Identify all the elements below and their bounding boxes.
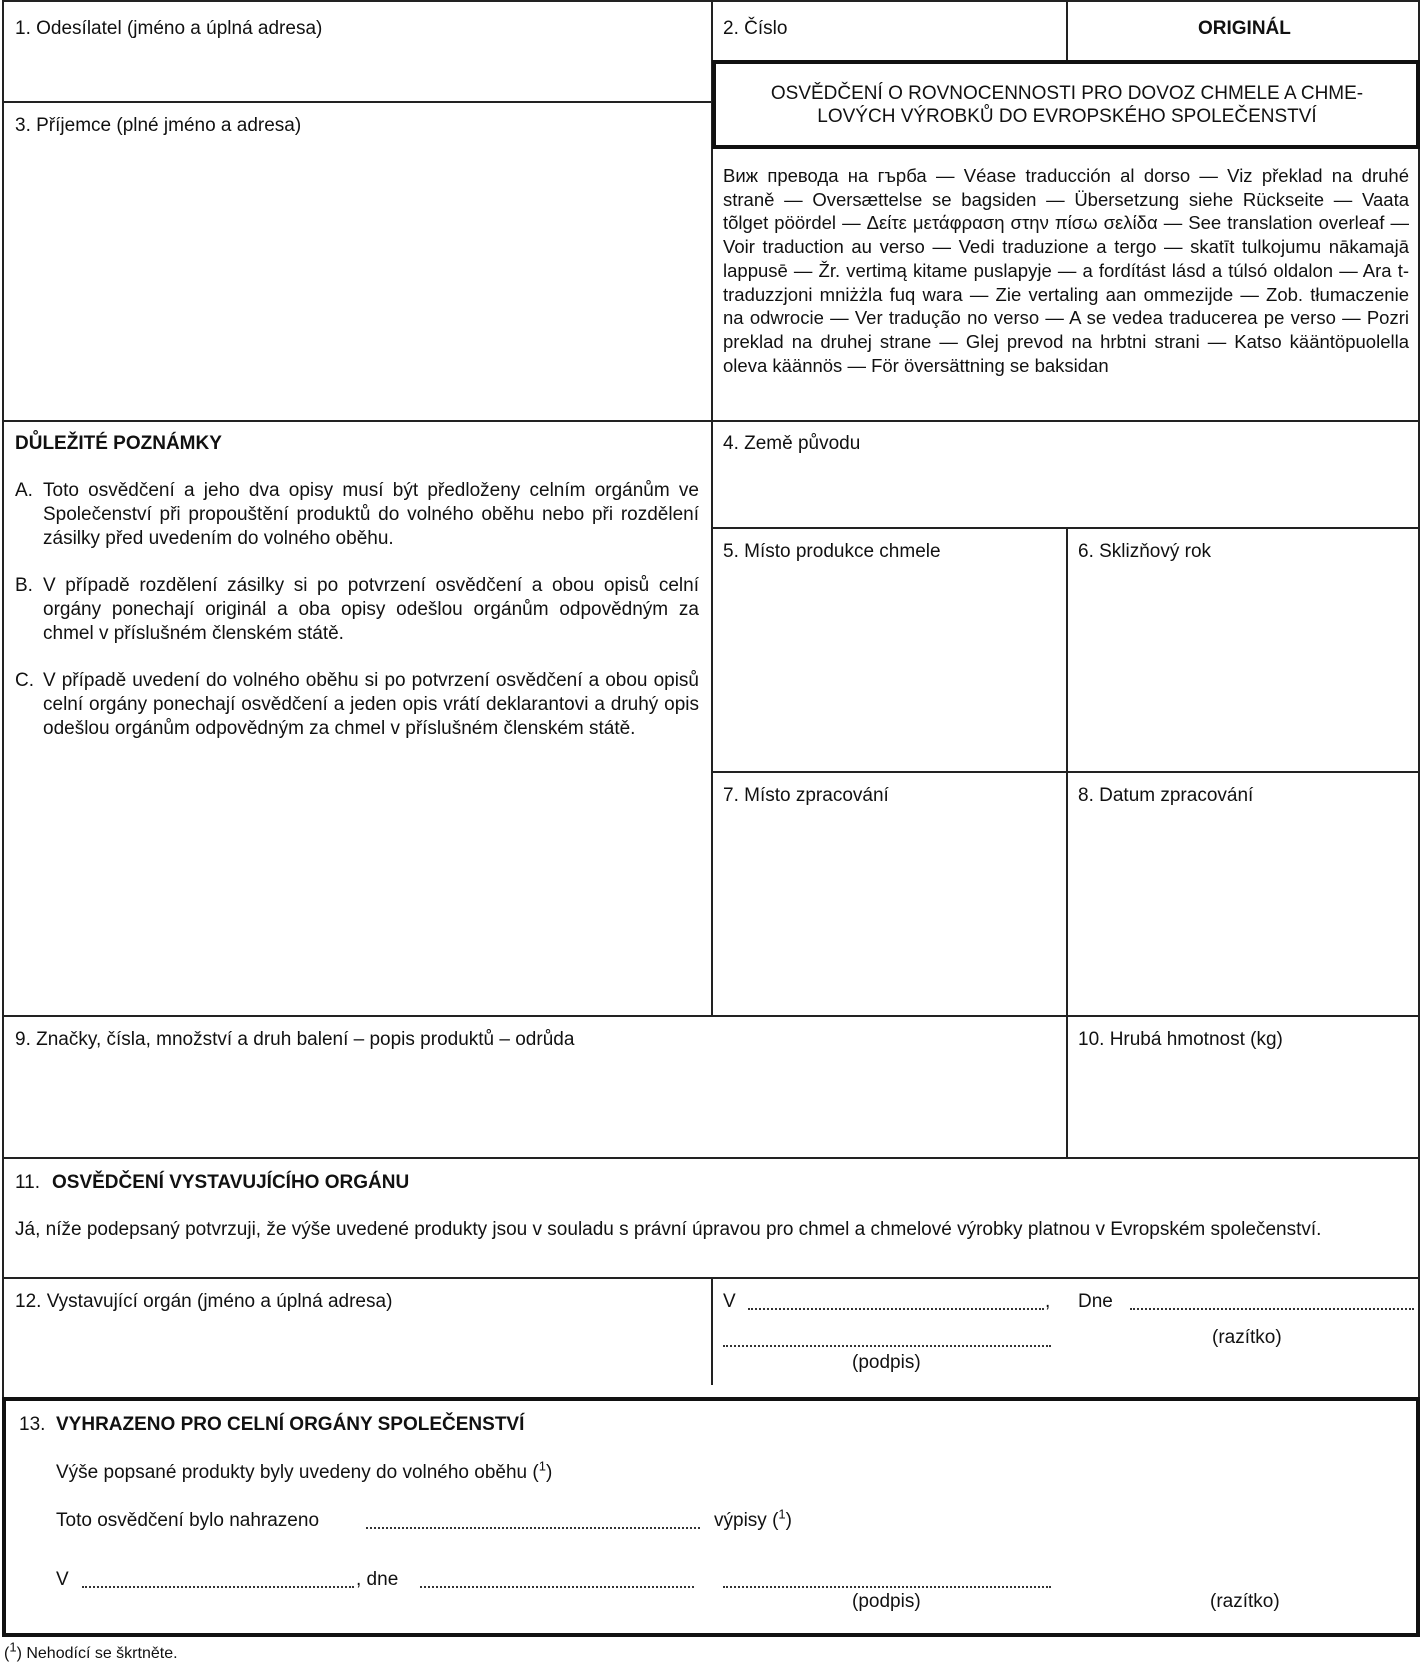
box13-signature-label: (podpis) — [852, 1591, 921, 1612]
place-suffix: , — [1045, 1291, 1051, 1312]
box6-label: 6. Sklizňový rok — [1078, 541, 1212, 562]
certificate-title-line1: OSVĚDČENÍ O ROVNOCENNOSTI PRO DOVOZ CHMELE A CHME- — [770, 83, 1364, 104]
box3-label: 3. Příjemce (plné jméno a adresa) — [15, 115, 302, 136]
footnote — [4, 1639, 178, 1666]
note-letter: C. — [15, 670, 34, 691]
divider — [1066, 1015, 1068, 1159]
box12-label: 12. Vystavující orgán (jméno a úplná adresa) — [15, 1291, 393, 1312]
box13-line2-prefix: Toto osvědčení bylo nahrazeno — [56, 1510, 320, 1531]
box11-text: Já, níže podepsaný potvrzuji, že výše uvedené produkty jsou v souladu s právní úpravou pro chmel a chmelové výrobky platnou v Evropském společenství. — [15, 1219, 1322, 1240]
box9-label: 9. Značky, čísla, množství a druh balení – popis produktů – odrůda — [15, 1029, 575, 1050]
box13-line1 — [56, 1458, 553, 1485]
note-c — [15, 669, 699, 741]
footnote-number: 1 — [9, 1639, 17, 1655]
stamp-label: (razítko) — [1212, 1327, 1282, 1348]
signature-field[interactable] — [723, 1345, 1051, 1347]
replacement-field[interactable] — [366, 1527, 700, 1529]
note-text: V případě uvedení do volného oběhu si po potvrzení osvědčení a obou opisů celní orgány ponechají osvědčení a jeden opis vrátí deklarantovi a druhý opis odešlou orgánům odpovědným za chmel v příslušném členském státě. — [43, 670, 699, 739]
box13-line2-suffix: výpisy ( — [714, 1510, 779, 1531]
box13-signature-field[interactable] — [723, 1586, 1051, 1588]
box13-number: 13. — [19, 1414, 46, 1435]
box13-date-field[interactable] — [420, 1586, 694, 1588]
divider — [1066, 0, 1068, 62]
box1-label: 1. Odesílatel (jméno a úplná adresa) — [15, 18, 323, 39]
box7-label: 7. Místo zpracování — [723, 785, 889, 806]
footnote-ref-wrap: ($^1$) — [4, 1639, 22, 1662]
divider — [2, 420, 1420, 422]
box13-date-prefix: , dne — [356, 1569, 399, 1590]
box11-heading: OSVĚDČENÍ VYSTAVUJÍCÍHO ORGÁNU — [52, 1172, 410, 1193]
note-b — [15, 574, 699, 646]
box13-line1-end: ) — [545, 1462, 553, 1483]
note-letter: A. — [15, 480, 33, 501]
box5-label: 5. Místo produkce chmele — [723, 541, 941, 562]
date-prefix: Dne — [1078, 1291, 1113, 1312]
box8-label: 8. Datum zpracování — [1078, 785, 1254, 806]
place-field[interactable] — [748, 1308, 1044, 1310]
box13-place-field[interactable] — [82, 1586, 354, 1588]
translation-note: Виж превода на гърба — Véase traducción al dorso — Viz překlad na druhé straně — Oversættelse se bagsiden — Übersetzung siehe Rückseite — Vaata tõlget pöördel — Δείτε μετάφραση στην πίσω σελίδα — See translation overleaf — Voir traduction au verso — Vedi traduzione a tergo — skatīt tulkojumu nākamajā lappusē — Žr. vertimą kitame puslapyje — a fordítást lásd a túlsó oldalon — Ara t-traduzzjoni mniżżla fuq wara — Zie vertaling aan ommezijde — Zob. tłumaczenie na odwrocie — Ver tradução no verso — A se vedea traducerea pe verso — Pozri preklad na druhej strane — Glej prevod na hrbtni strani — Katso kääntöpuolella oleva käännös — För översättning se baksidan — [723, 165, 1409, 376]
notes-heading: DŮLEŽITÉ POZNÁMKY — [15, 433, 222, 454]
box4-label: 4. Země původu — [723, 433, 861, 454]
note-text: Toto osvědčení a jeho dva opisy musí být předloženy celním orgánům ve Společenství při propouštění produktů do volného oběhu nebo při rozdělení zásilky před uvedením do volného oběhu. — [43, 480, 699, 549]
note-letter: B. — [15, 575, 33, 596]
divider — [711, 1277, 713, 1385]
box2-label: 2. Číslo — [723, 18, 788, 39]
divider — [2, 101, 713, 103]
box11-number: 11. — [15, 1172, 41, 1193]
certificate-title-line2: LOVÝCH VÝROBKŮ DO EVROPSKÉHO SPOLEČENSTVÍ — [817, 106, 1317, 127]
box13-line2-end: ) — [785, 1510, 792, 1531]
divider — [2, 1157, 1420, 1159]
signature-label: (podpis) — [852, 1352, 921, 1373]
box10-label: 10. Hrubá hmotnost (kg) — [1078, 1029, 1283, 1050]
divider — [711, 771, 1420, 773]
box13-line2-suffix-wrap — [714, 1506, 792, 1533]
box13-place-prefix: V — [56, 1569, 69, 1590]
footnote-ref: 1 — [538, 1458, 546, 1474]
date-field[interactable] — [1130, 1308, 1414, 1310]
box13-stamp-label: (razítko) — [1210, 1591, 1280, 1612]
footnote-text: Nehodící se škrtněte. — [26, 1645, 178, 1662]
place-prefix: V — [723, 1291, 736, 1312]
box13-line1-text: Výše popsané produkty byly uvedeny do volného oběhu ( — [56, 1462, 539, 1483]
divider — [711, 0, 713, 1017]
box13-heading: VYHRAZENO PRO CELNÍ ORGÁNY SPOLEČENSTVÍ — [56, 1414, 525, 1435]
divider — [2, 1015, 1420, 1017]
original-label: ORIGINÁL — [1198, 18, 1291, 39]
footnote-ref: 1 — [778, 1506, 786, 1522]
note-a — [15, 479, 699, 551]
note-text: V případě rozdělení zásilky si po potvrzení osvědčení a obou opisů celní orgány ponechají originál a oba opisy odešlou orgánům odpovědným za chmel v příslušném členském státě. — [43, 575, 699, 644]
